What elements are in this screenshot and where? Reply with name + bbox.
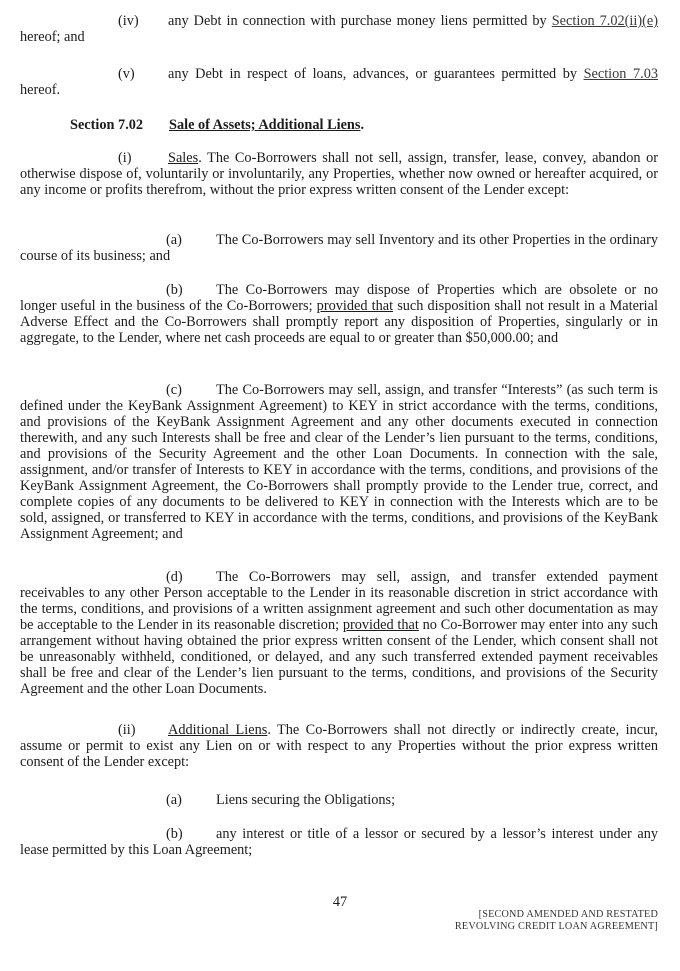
paragraph-liens-b: (b) any interest or title of a lessor or secured by a lessor’s interest under any lease permitted by this Loan Agreement; [20,826,658,858]
item-label: (iv) [118,13,139,29]
item-label: (a) [166,792,182,808]
section-reference-link[interactable]: Section 7.03 [583,66,658,82]
paragraph-d: (d) The Co-Borrowers may sell, assign, and transfer extended payment receivables to any other Person acceptable to the Lender in its reasonable discretion in strict accordance with the terms, conditions, and provisions of a written assignment agreement and such other documentation as may be acceptable to the Lender in its reasonable discretion; provided that no Co-Borrower may enter into any such arrangement without having obtained the prior express written consent of the Lender, which consent shall not be unreasonably withheld, conditioned, or delayed, and any such transferred extended payment receivables shall be free and clear of the Lender’s lien pursuant to the terms, conditions, and provisions of the Security Agreement and the other Loan Documents. [20,569,659,697]
page-number: 47 [332,894,348,910]
paragraph-liens-a: (a) Liens securing the Obligations; [166,792,396,808]
footer-line-2: REVOLVING CREDIT LOAN AGREEMENT] [454,921,658,932]
paragraph-v: (v) any Debt in respect of loans, advances, or guarantees permitted by Section 7.03 hereof. [20,66,658,98]
item-label: (d) [166,569,183,585]
paragraph-c: (c) The Co-Borrowers may sell, assign, and transfer “Interests” (as such term is defined under the KeyBank Assignment Agreement) to KEY in strict accordance with the terms, conditions, and provisions of the KeyBank Assignment Agreement and any other documents executed in connection therewith, and any such Interests shall be free and clear of the Lender’s lien pursuant to the terms, conditions, and provisions of the Security Agreement and the other Loan Documents. In connection with the sale, assignment, and/or transfer of Interests to KEY in accordance with the terms, conditions, and provisions of the KeyBank Assignment Agreement, the Co-Borrowers shall promptly provide to the Lender true, correct, and complete copies of any documents to be delivered to KEY in connection with the Interests which are to be sold, assigned, or transferred to KEY in accordance with the terms, conditions, and provisions of the KeyBank Assignment Agreement; and [20,382,658,542]
item-label: (v) [118,66,135,82]
subsection-heading: Sales [168,150,199,166]
item-label: (a) [166,232,182,248]
paragraph-ii-additional-liens: (ii) Additional Liens. The Co-Borrowers shall not directly or indirectly create, incur, assume or permit to exist any Lien on or with respect to any Properties without the prior express written consent of the Lender except: [20,722,658,770]
paragraph-a: (a) The Co-Borrowers may sell Inventory and its other Properties in the ordinary course of its business; and [20,232,658,264]
item-label: (b) [166,826,183,842]
footer-line-1: [SECOND AMENDED AND RESTATED [478,909,658,920]
item-label: (i) [118,150,132,166]
paragraph-b: (b) The Co-Borrowers may dispose of Properties which are obsolete or no longer useful in the business of the Co-Borrowers; provided that such disposition shall not result in a Material Adverse Effect and the Co-Borrowers shall promptly report any disposition of Properties, singularly or in aggregate, to the Lender, where net cash proceeds are equal to or greater than $50,000.00; and [20,282,658,346]
item-label: (c) [166,382,182,398]
section-reference-link[interactable]: Section 7.02(ii)(e) [551,13,658,29]
section-number: Section 7.02 [70,117,144,133]
paragraph-iv: (iv) any Debt in connection with purchase money liens permitted by Section 7.02(ii)(e) hereof; and [20,13,658,45]
item-label: (b) [166,282,183,298]
paragraph-i-sales: (i) Sales. The Co-Borrowers shall not sell, assign, transfer, lease, convey, abandon or otherwise dispose of, voluntarily or involuntarily, any Properties, whether now owned or hereafter acquired, or any income or profits therefrom, without the prior express written consent of the Lender except: [20,150,658,198]
document-footer [455,909,658,933]
proviso-term: provided that [316,298,394,314]
section-title: Sale of Assets; Additional Liens. [169,117,365,133]
subsection-heading: Additional Liens [168,722,268,738]
proviso-term: provided that [342,617,419,633]
item-label: (ii) [118,722,136,738]
